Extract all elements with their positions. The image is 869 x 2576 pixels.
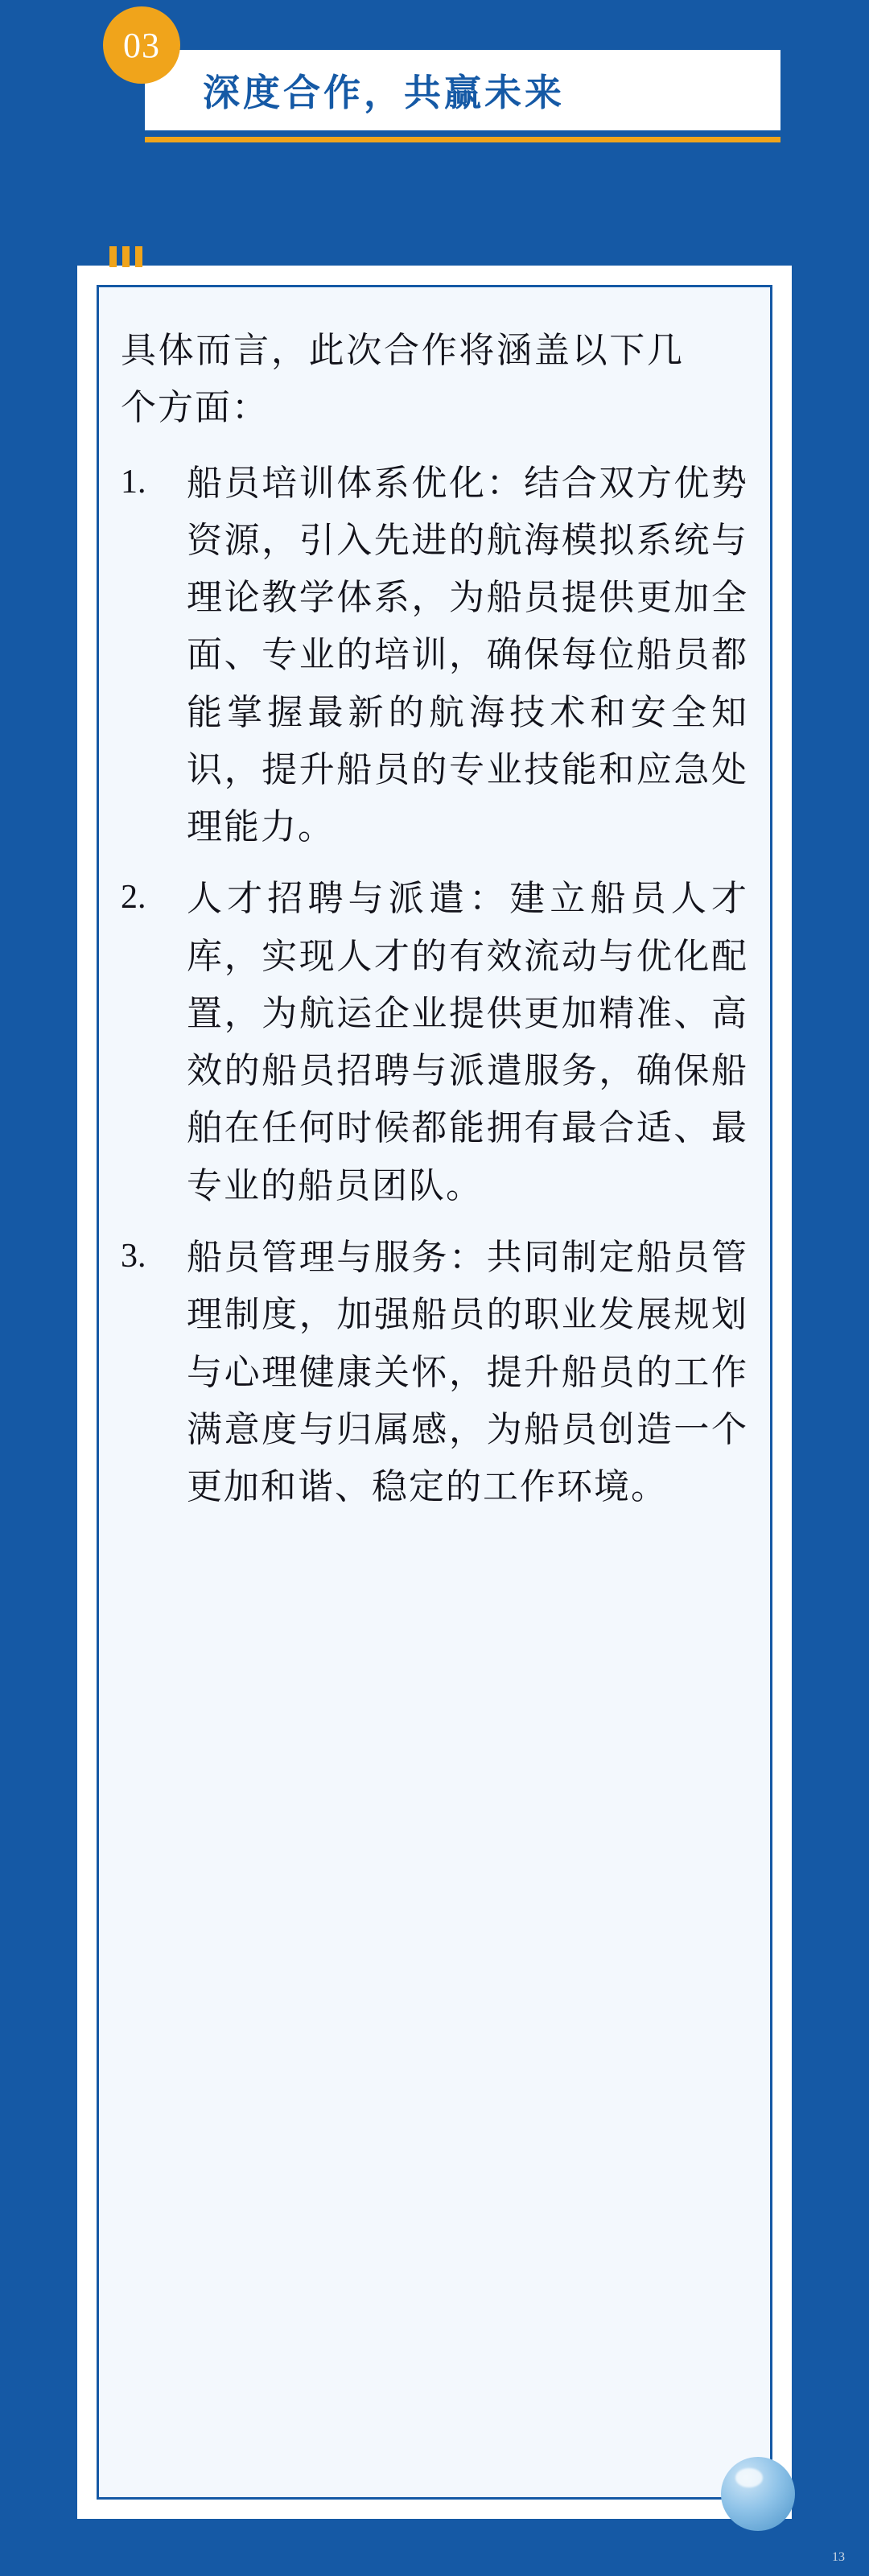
lead-paragraph: 具体而言，此次合作将涵盖以下几个方面：: [121, 331, 684, 428]
list-item-text: 人才招聘与派遣：建立船员人才库，实现人才的有效流动与优化配置，为航运企业提供更加精准、高效的船员招聘与派遣服务，确保船舶在任何时候都能拥有最合适、最专业的船员团队。: [187, 879, 748, 1206]
header-title-bar: [145, 50, 780, 130]
list-item: [121, 1229, 748, 1515]
page-number: 13: [832, 2550, 845, 2564]
tick-marks-decoration: [109, 246, 142, 267]
bubble-highlight: [735, 2468, 763, 2487]
list-item-text: 船员管理与服务：共同制定船员管理制度，加强船员的职业发展规划与心理健康关怀，提升船员的工作满意度与归属感，为船员创造一个更加和谐、稳定的工作环境。: [187, 1237, 748, 1507]
header-underline: [145, 137, 780, 142]
list-item: [121, 455, 748, 856]
page-title: 深度合作，共赢未来: [203, 72, 565, 113]
tick-icon: [122, 246, 130, 267]
list-item-number: 3.: [121, 1237, 146, 1275]
tick-icon: [109, 246, 117, 267]
section-number-badge: 03: [103, 6, 180, 84]
list-item-number: 1.: [121, 463, 146, 501]
list-item: [121, 870, 748, 1214]
tick-icon: [135, 246, 142, 267]
list-item-text: 船员培训体系优化：结合双方优势资源，引入先进的航海模拟系统与理论教学体系，为船员提供更加全面、专业的培训，确保每位船员都能掌握最新的航海技术和安全知识，提升船员的专业技能和应急处理能力。: [187, 463, 748, 847]
card-content: [121, 322, 748, 1530]
page-header: [0, 0, 869, 209]
bubble-decoration-icon: [721, 2457, 795, 2531]
detail-list: [121, 455, 748, 1516]
list-item-number: 2.: [121, 879, 146, 917]
